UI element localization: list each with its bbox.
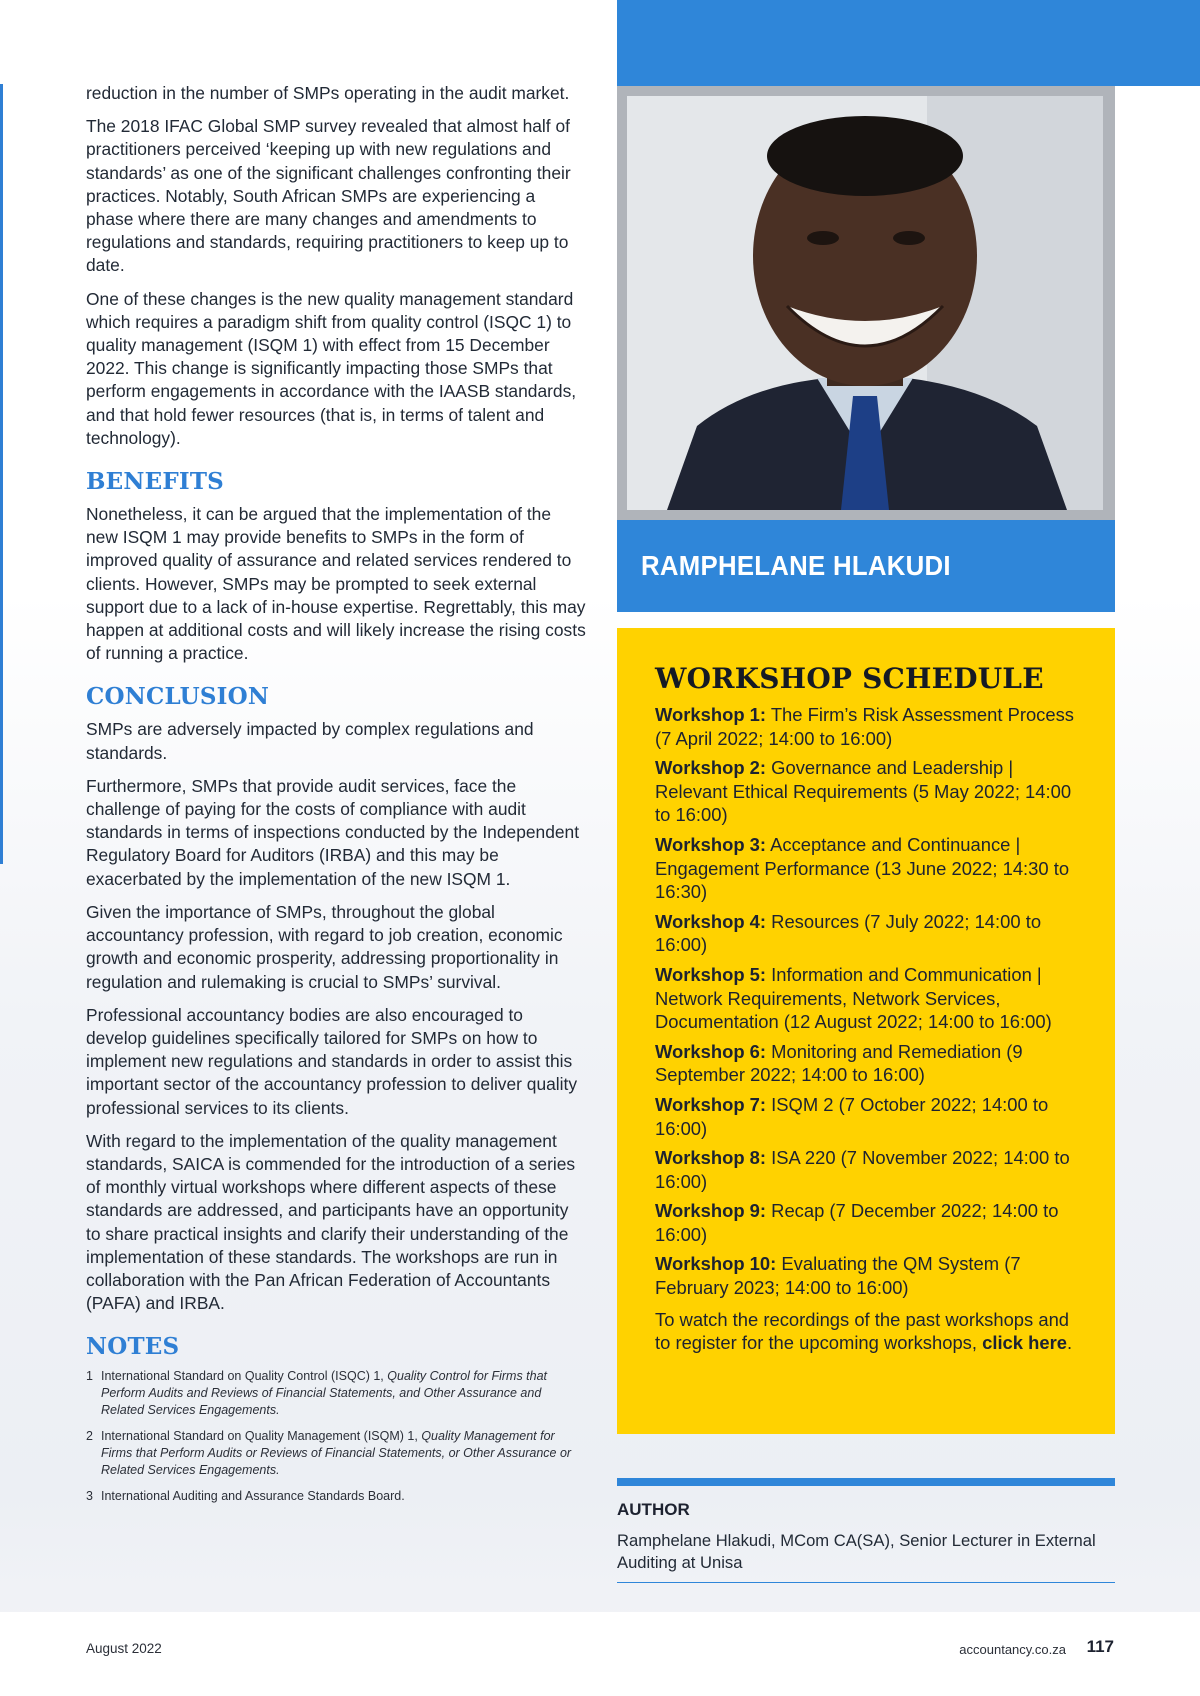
register-call-to-action: To watch the recordings of the past workshops and to register for the upcoming workshops, click here. bbox=[655, 1308, 1073, 1354]
author-photo bbox=[627, 96, 1103, 510]
author-bio: Ramphelane Hlakudi, MCom CA(SA), Senior Lecturer in External Auditing at Unisa bbox=[617, 1531, 1096, 1572]
page-footer bbox=[0, 1612, 1200, 1696]
workshop-item: Workshop 2: Governance and Leadership | Relevant Ethical Requirements (5 May 2022; 14:00 to 16:00) bbox=[655, 757, 1072, 826]
section-heading-benefits: BENEFITS bbox=[86, 468, 224, 496]
workshop-item: Workshop 7: ISQM 2 (7 October 2022; 14:00 to 16:00) bbox=[655, 1093, 1049, 1139]
click-here-link[interactable]: click here bbox=[982, 1332, 1067, 1354]
note-item: 1 International Standard on Quality Control (ISQC) 1, Quality Control for Firms that Perform Audits and Reviews of Financial Statements, and Other Assurance and Related Services Engagements. bbox=[86, 1369, 548, 1418]
paragraph: Professional accountancy bodies are also encouraged to develop guidelines specifically tailored for SMPs on how to implement new regulations and standards in order to assist this important sector of the accountancy profession to deliver quality professional services to its clients. bbox=[86, 1004, 578, 1118]
page-number: 117 bbox=[1086, 1637, 1114, 1656]
section-heading-conclusion: CONCLUSION bbox=[86, 683, 270, 711]
workshop-item: Workshop 5: Information and Communication | Network Requirements, Network Services, Documentation (12 August 2022; 14:00 to 16:00) bbox=[655, 963, 1052, 1033]
workshop-schedule-content bbox=[655, 662, 1085, 1373]
issue-date: August 2022 bbox=[86, 1641, 162, 1656]
notes-list bbox=[86, 1368, 586, 1505]
workshop-item: Workshop 4: Resources (7 July 2022; 14:00 to 16:00) bbox=[655, 910, 1042, 956]
paragraph: SMPs are adversely impacted by complex regulations and standards. bbox=[86, 719, 534, 763]
note-item: 3 International Auditing and Assurance Standards Board. bbox=[86, 1489, 405, 1504]
portrait-illustration bbox=[627, 96, 1103, 510]
workshop-item: Workshop 10: Evaluating the QM System (7 February 2023; 14:00 to 16:00) bbox=[655, 1253, 1021, 1299]
left-accent-rule bbox=[0, 84, 3, 864]
workshop-item: Workshop 6: Monitoring and Remediation (9 September 2022; 14:00 to 16:00) bbox=[655, 1040, 1023, 1086]
author-label: AUTHOR bbox=[617, 1500, 690, 1519]
author-name-banner bbox=[617, 520, 1115, 612]
paragraph: The 2018 IFAC Global SMP survey revealed that almost half of practitioners perceived ‘keeping up with new regulations and standards’ as one of the significant challenges confronting their practices. Notably, South African SMPs are experiencing a phase where there are many changes and amendments to regulations and standards, requiring practitioners to keep up to date. bbox=[86, 116, 571, 276]
website: accountancy.co.za bbox=[959, 1642, 1066, 1657]
workshop-item: Workshop 3: Acceptance and Continuance | Engagement Performance (13 June 2022; 14:30 to 16:30) bbox=[655, 833, 1070, 903]
author-name: RAMPHELANE HLAKUDI bbox=[641, 550, 951, 581]
note-item: 2 International Standard on Quality Management (ISQM) 1, Quality Management for Firms that Perform Audits or Reviews of Financial Statements, or Other Assurance or Related Services Engagements. bbox=[86, 1429, 572, 1478]
article-column bbox=[86, 82, 586, 1514]
paragraph: One of these changes is the new quality management standard which requires a paradigm shift from quality control (ISQC 1) to quality management (ISQM 1) with effect from 15 December 2022. This change is significantly impacting those SMPs that perform engagements in accordance with the IAASB standards, and that hold fewer resources (that is, in terms of talent and technology). bbox=[86, 288, 577, 448]
workshop-item: Workshop 1: The Firm’s Risk Assessment Process (7 April 2022; 14:00 to 16:00) bbox=[655, 704, 1074, 749]
paragraph: Nonetheless, it can be argued that the implementation of the new ISQM 1 may provide benefits to SMPs in the form of improved quality of assurance and related services rendered to clients. However, SMPs may be prompted to seek external support due to a lack of in-house expertise. Regrettably, this may happen at additional costs and will likely increase the rising costs of running a practice. bbox=[86, 504, 586, 664]
author-photo-frame bbox=[617, 86, 1115, 526]
top-color-band bbox=[617, 0, 1200, 86]
section-heading-notes: NOTES bbox=[86, 1333, 180, 1361]
paragraph: reduction in the number of SMPs operating in the audit market. bbox=[86, 83, 570, 103]
schedule-title: WORKSHOP SCHEDULE bbox=[655, 662, 1044, 695]
paragraph: Given the importance of SMPs, throughout the global accountancy profession, with regard to job creation, economic growth and economic prosperity, addressing proportionality in regulation and rulemaking is crucial to SMPs’ survival. bbox=[86, 901, 563, 992]
workshop-schedule-box bbox=[617, 628, 1115, 1434]
author-divider-bar bbox=[617, 1478, 1115, 1486]
workshop-item: Workshop 8: ISA 220 (7 November 2022; 14:00 to 16:00) bbox=[655, 1147, 1070, 1192]
workshop-item: Workshop 9: Recap (7 December 2022; 14:00 to 16:00) bbox=[655, 1200, 1059, 1245]
paragraph: With regard to the implementation of the quality management standards, SAICA is commended for the introduction of a series of monthly virtual workshops where different aspects of these standards are addressed, and participants have an opportunity to share practical insights and clarify their understanding of the implementation of these standards. The workshops are run in collaboration with the Pan African Federation of Accountants (PAFA) and IRBA. bbox=[86, 1130, 576, 1314]
author-bottom-rule bbox=[617, 1582, 1115, 1583]
paragraph: Furthermore, SMPs that provide audit services, face the challenge of paying for the costs of compliance with audit standards in terms of inspections conducted by the Independent Regulatory Board for Auditors (IRBA) and this may be exacerbated by the implementation of the new ISQM 1. bbox=[86, 775, 580, 889]
